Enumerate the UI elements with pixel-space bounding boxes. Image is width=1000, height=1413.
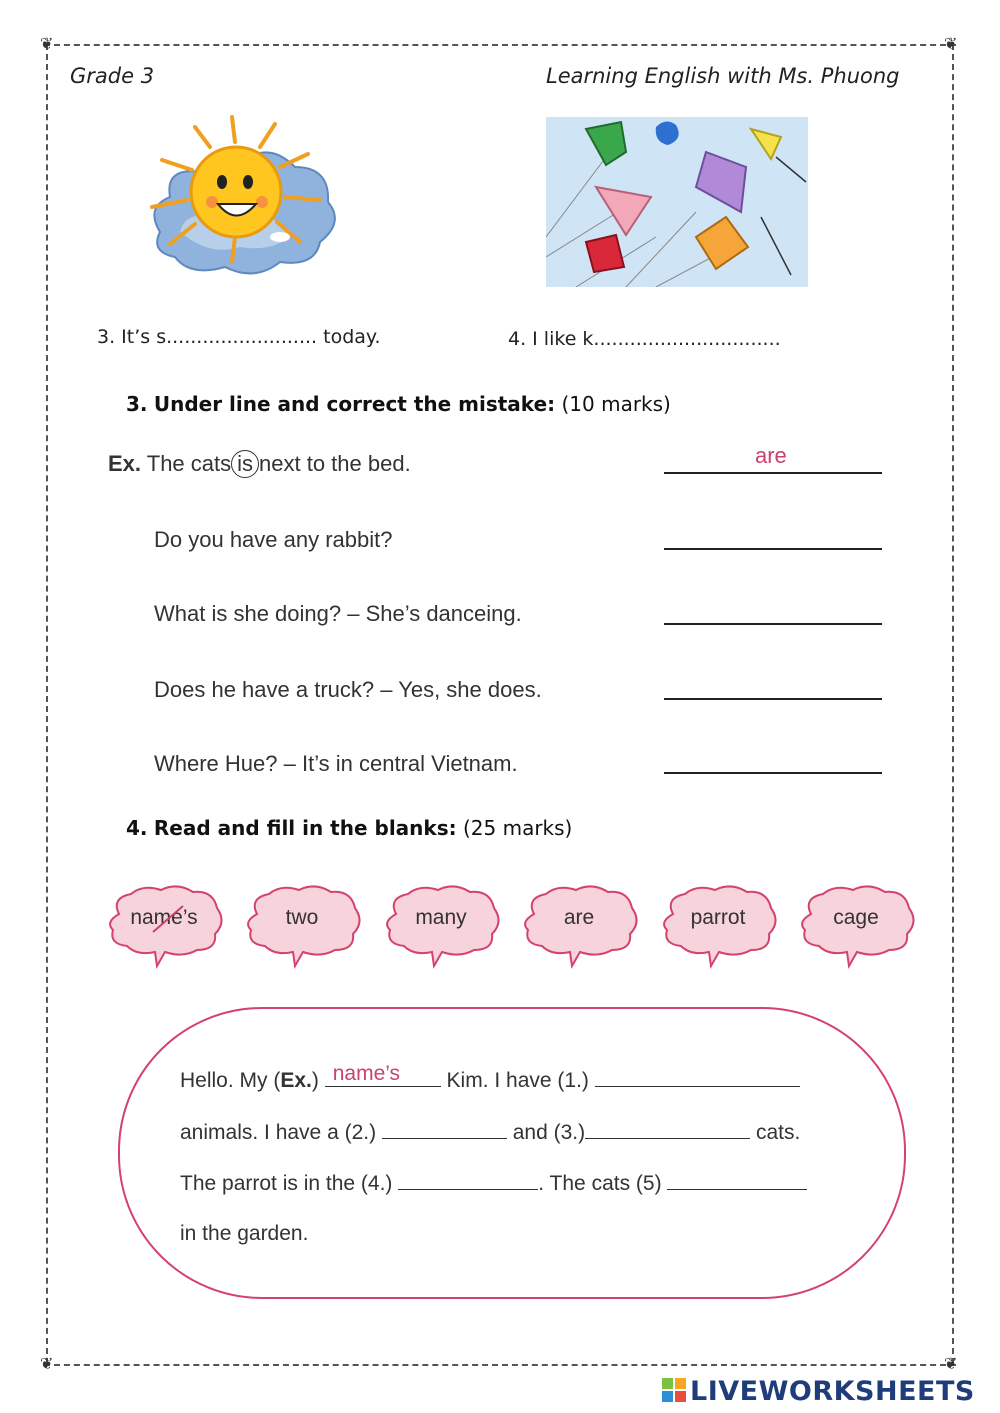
example-text-after: next to the bed. [259, 451, 411, 476]
corner-ornament-icon: ❦ [40, 1354, 54, 1373]
section-3-heading [126, 392, 671, 416]
answer-line-2[interactable] [664, 623, 882, 625]
grade-label: Grade 3 [70, 64, 155, 88]
example-sentence [108, 450, 411, 478]
passage-text: cats. [750, 1121, 801, 1144]
example-text-before: The cats [146, 451, 232, 476]
corner-ornament-icon: ❦ [944, 1354, 958, 1373]
word-bank-cloud [243, 884, 361, 956]
mistake-sentence-3: Does he have a truck? – Yes, she does. [154, 677, 542, 702]
passage-text: Hello. My ( [180, 1069, 281, 1092]
section-number: 4. [126, 816, 148, 840]
teacher-label: Learning English with Ms. Phuong [546, 64, 900, 88]
circled-word: is [231, 450, 259, 478]
kites-picture [546, 117, 808, 287]
section-marks: (25 marks) [462, 816, 573, 840]
section-title: Under line and correct the mistake: [153, 392, 556, 416]
passage-text: The parrot is in the (4.) [180, 1172, 399, 1195]
answer-line-3[interactable] [664, 698, 882, 700]
section-title: Read and fill in the blanks: [153, 816, 457, 840]
word-bank-word: cage [833, 906, 879, 929]
mistake-sentence-2: What is she doing? – She’s danceing. [154, 601, 522, 626]
passage-text: animals. I have a (2.) [180, 1121, 382, 1144]
word-bank-cloud [659, 884, 777, 956]
corner-ornament-icon: ❦ [944, 34, 958, 53]
passage-line-1 [180, 1062, 800, 1093]
word-bank-cloud [105, 884, 223, 956]
answer-line-4[interactable] [664, 772, 882, 774]
mistake-sentence-1: Do you have any rabbit? [154, 527, 393, 552]
corner-ornament-icon: ❦ [40, 34, 54, 53]
blank-2[interactable] [382, 1120, 507, 1139]
answer-line [664, 472, 882, 474]
example-prefix: Ex. [108, 451, 142, 476]
strike-through-mark [105, 884, 227, 970]
passage-line-2 [180, 1120, 800, 1145]
word-bank-word: name’s [130, 906, 198, 929]
blank-5[interactable] [667, 1171, 807, 1190]
example-answer: are [755, 443, 787, 468]
word-bank-word: are [563, 906, 595, 929]
blank-4[interactable] [398, 1171, 538, 1190]
example-filled-answer: name’s [332, 1062, 401, 1085]
answer-line-1[interactable] [664, 548, 882, 550]
word-bank-word: two [285, 906, 319, 929]
passage-text: Kim. I have (1.) [440, 1069, 595, 1092]
example-marker: Ex. [280, 1069, 312, 1092]
section-marks: (10 marks) [561, 392, 671, 416]
word-bank-cloud [520, 884, 638, 956]
section-4-heading [126, 816, 572, 840]
passage-text: and (3.) [506, 1121, 586, 1144]
word-bank-word: many [415, 906, 467, 929]
word-bank-word: parrot [690, 906, 746, 929]
word-bank-cloud [797, 884, 915, 956]
frame-right-border [952, 44, 954, 1364]
liveworksheets-brand: LIVEWORKSHEETS [690, 1376, 975, 1407]
mistake-sentence-4: Where Hue? – It’s in central Vietnam. [154, 751, 518, 776]
liveworksheets-logo-icon [662, 1378, 686, 1402]
frame-left-border [46, 44, 48, 1364]
section-number: 3. [126, 392, 148, 416]
word-bank-cloud [382, 884, 500, 956]
passage-text: . The cats (5) [538, 1172, 668, 1195]
example-blank [325, 1062, 441, 1087]
picture-question-3: 3. It’s s......................... today. [97, 326, 381, 348]
blank-3[interactable] [585, 1120, 750, 1139]
blank-1[interactable] [595, 1068, 800, 1087]
picture-question-4: 4. I like k............................... [508, 328, 781, 350]
frame-top-border [44, 44, 956, 46]
passage-text: ) [311, 1069, 325, 1092]
passage-line-3 [180, 1171, 807, 1196]
passage-line-4: in the garden. [180, 1222, 309, 1245]
passage-box [118, 1007, 906, 1299]
sun-cloud-picture [140, 112, 350, 282]
frame-bottom-border [44, 1364, 956, 1366]
